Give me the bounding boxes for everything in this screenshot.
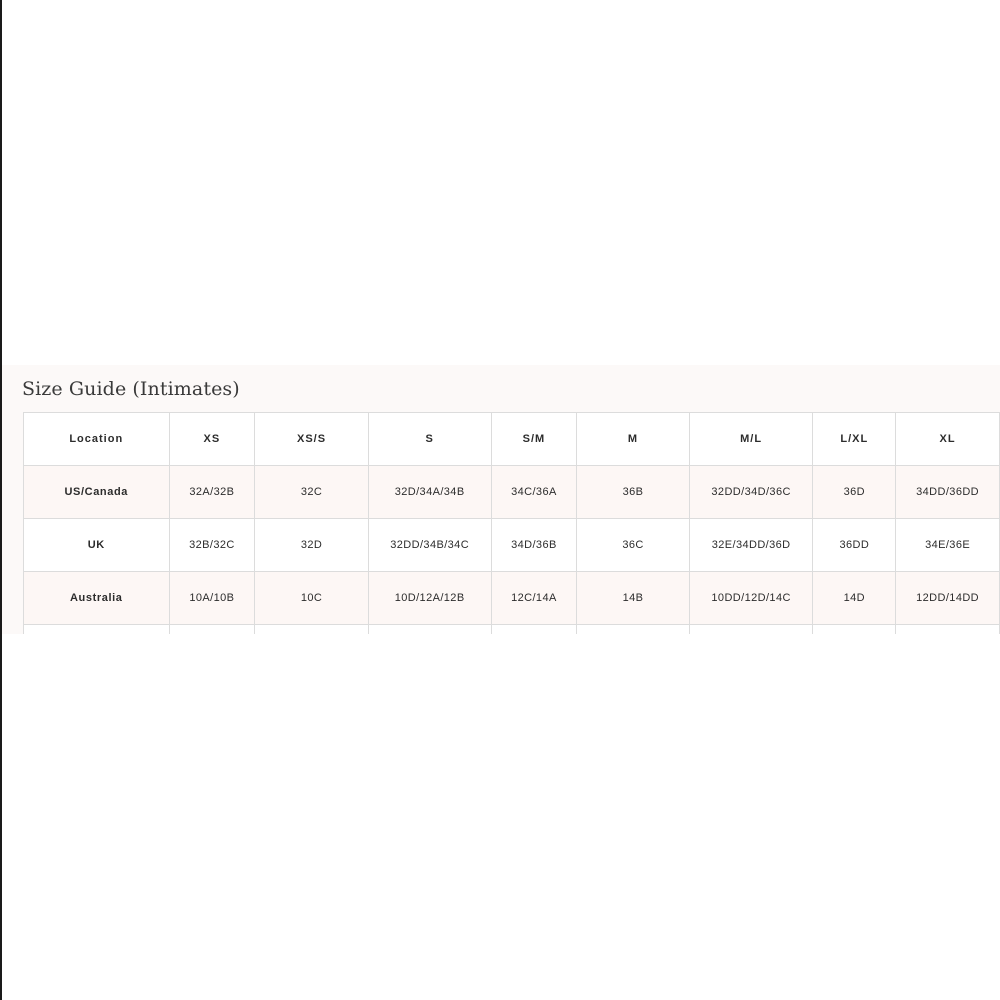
table-cell (577, 625, 689, 635)
size-guide-panel (2, 365, 1000, 634)
table-cell (896, 625, 1000, 635)
header-s: S (368, 413, 491, 466)
table-cell: 10DD/12D/14C (689, 572, 813, 625)
table-row (24, 572, 1000, 625)
size-guide-title: Size Guide (Intimates) (22, 378, 240, 400)
table-cell (169, 625, 255, 635)
table-cell: 34C/36A (491, 466, 577, 519)
table-row (24, 519, 1000, 572)
table-cell: 32DD/34D/36C (689, 466, 813, 519)
table-cell: 36D (813, 466, 896, 519)
row-location: UK (24, 519, 170, 572)
row-location: US/Canada (24, 466, 170, 519)
table-cell: 34D/36B (491, 519, 577, 572)
table-row (24, 625, 1000, 635)
table-cell: 32D (255, 519, 369, 572)
table-cell: 32A/32B (169, 466, 255, 519)
header-xl: XL (896, 413, 1000, 466)
header-l-xl: L/XL (813, 413, 896, 466)
table-cell: 32C (255, 466, 369, 519)
table-cell (491, 625, 577, 635)
header-location: Location (24, 413, 170, 466)
table-cell (255, 625, 369, 635)
table-row (24, 466, 1000, 519)
table-cell: 32DD/34B/34C (368, 519, 491, 572)
table-cell: 34E/36E (896, 519, 1000, 572)
table-cell: 32B/32C (169, 519, 255, 572)
table-cell: 36DD (813, 519, 896, 572)
header-m: M (577, 413, 689, 466)
table-cell: 34DD/36DD (896, 466, 1000, 519)
table-cell (813, 625, 896, 635)
table-cell: 10A/10B (169, 572, 255, 625)
header-s-m: S/M (491, 413, 577, 466)
table-cell: 14B (577, 572, 689, 625)
table-cell (689, 625, 813, 635)
table-cell (24, 625, 170, 635)
table-cell: 12DD/14DD (896, 572, 1000, 625)
table-cell: 36B (577, 466, 689, 519)
size-table (23, 412, 1000, 634)
row-location: Australia (24, 572, 170, 625)
table-cell: 12C/14A (491, 572, 577, 625)
header-xs: XS (169, 413, 255, 466)
table-cell: 32E/34DD/36D (689, 519, 813, 572)
table-cell: 36C (577, 519, 689, 572)
header-row (24, 413, 1000, 466)
table-cell (368, 625, 491, 635)
table-cell: 10D/12A/12B (368, 572, 491, 625)
header-xs-s: XS/S (255, 413, 369, 466)
table-cell: 10C (255, 572, 369, 625)
header-m-l: M/L (689, 413, 813, 466)
table-cell: 14D (813, 572, 896, 625)
table-cell: 32D/34A/34B (368, 466, 491, 519)
